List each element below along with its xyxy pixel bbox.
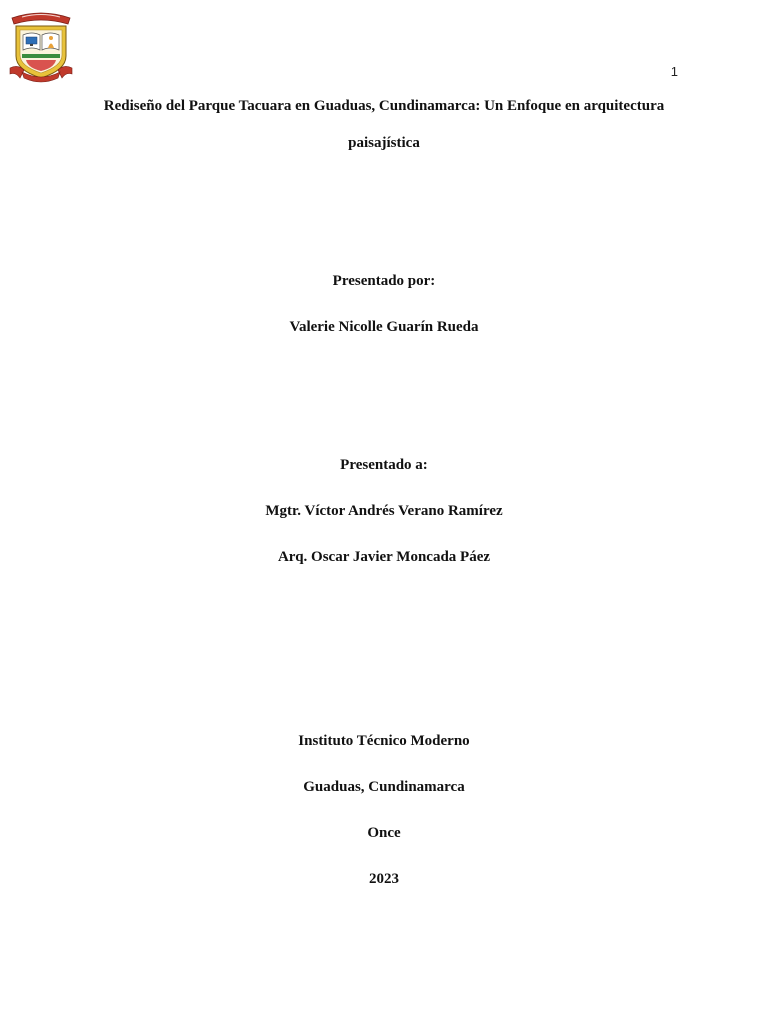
document-title-line-2: paisajística bbox=[348, 135, 420, 151]
grade-level: Once bbox=[367, 825, 401, 841]
document-title-line-1: Rediseño del Parque Tacuara en Guaduas, Cundinamarca: Un Enfoque en arquitectura bbox=[103, 98, 665, 114]
advisor-name: Mgtr. Víctor Andrés Verano Ramírez bbox=[265, 503, 503, 519]
location: Guaduas, Cundinamarca bbox=[303, 779, 465, 795]
institution-name: Instituto Técnico Moderno bbox=[298, 733, 470, 749]
year: 2023 bbox=[369, 871, 399, 887]
advisor-name: Arq. Oscar Javier Moncada Páez bbox=[277, 549, 491, 565]
school-crest-icon bbox=[8, 8, 74, 84]
author-name: Valerie Nicolle Guarín Rueda bbox=[289, 319, 479, 335]
page-number: 1 bbox=[670, 64, 678, 79]
presented-by-heading: Presentado por: bbox=[332, 273, 436, 289]
presented-to-heading: Presentado a: bbox=[340, 457, 428, 473]
